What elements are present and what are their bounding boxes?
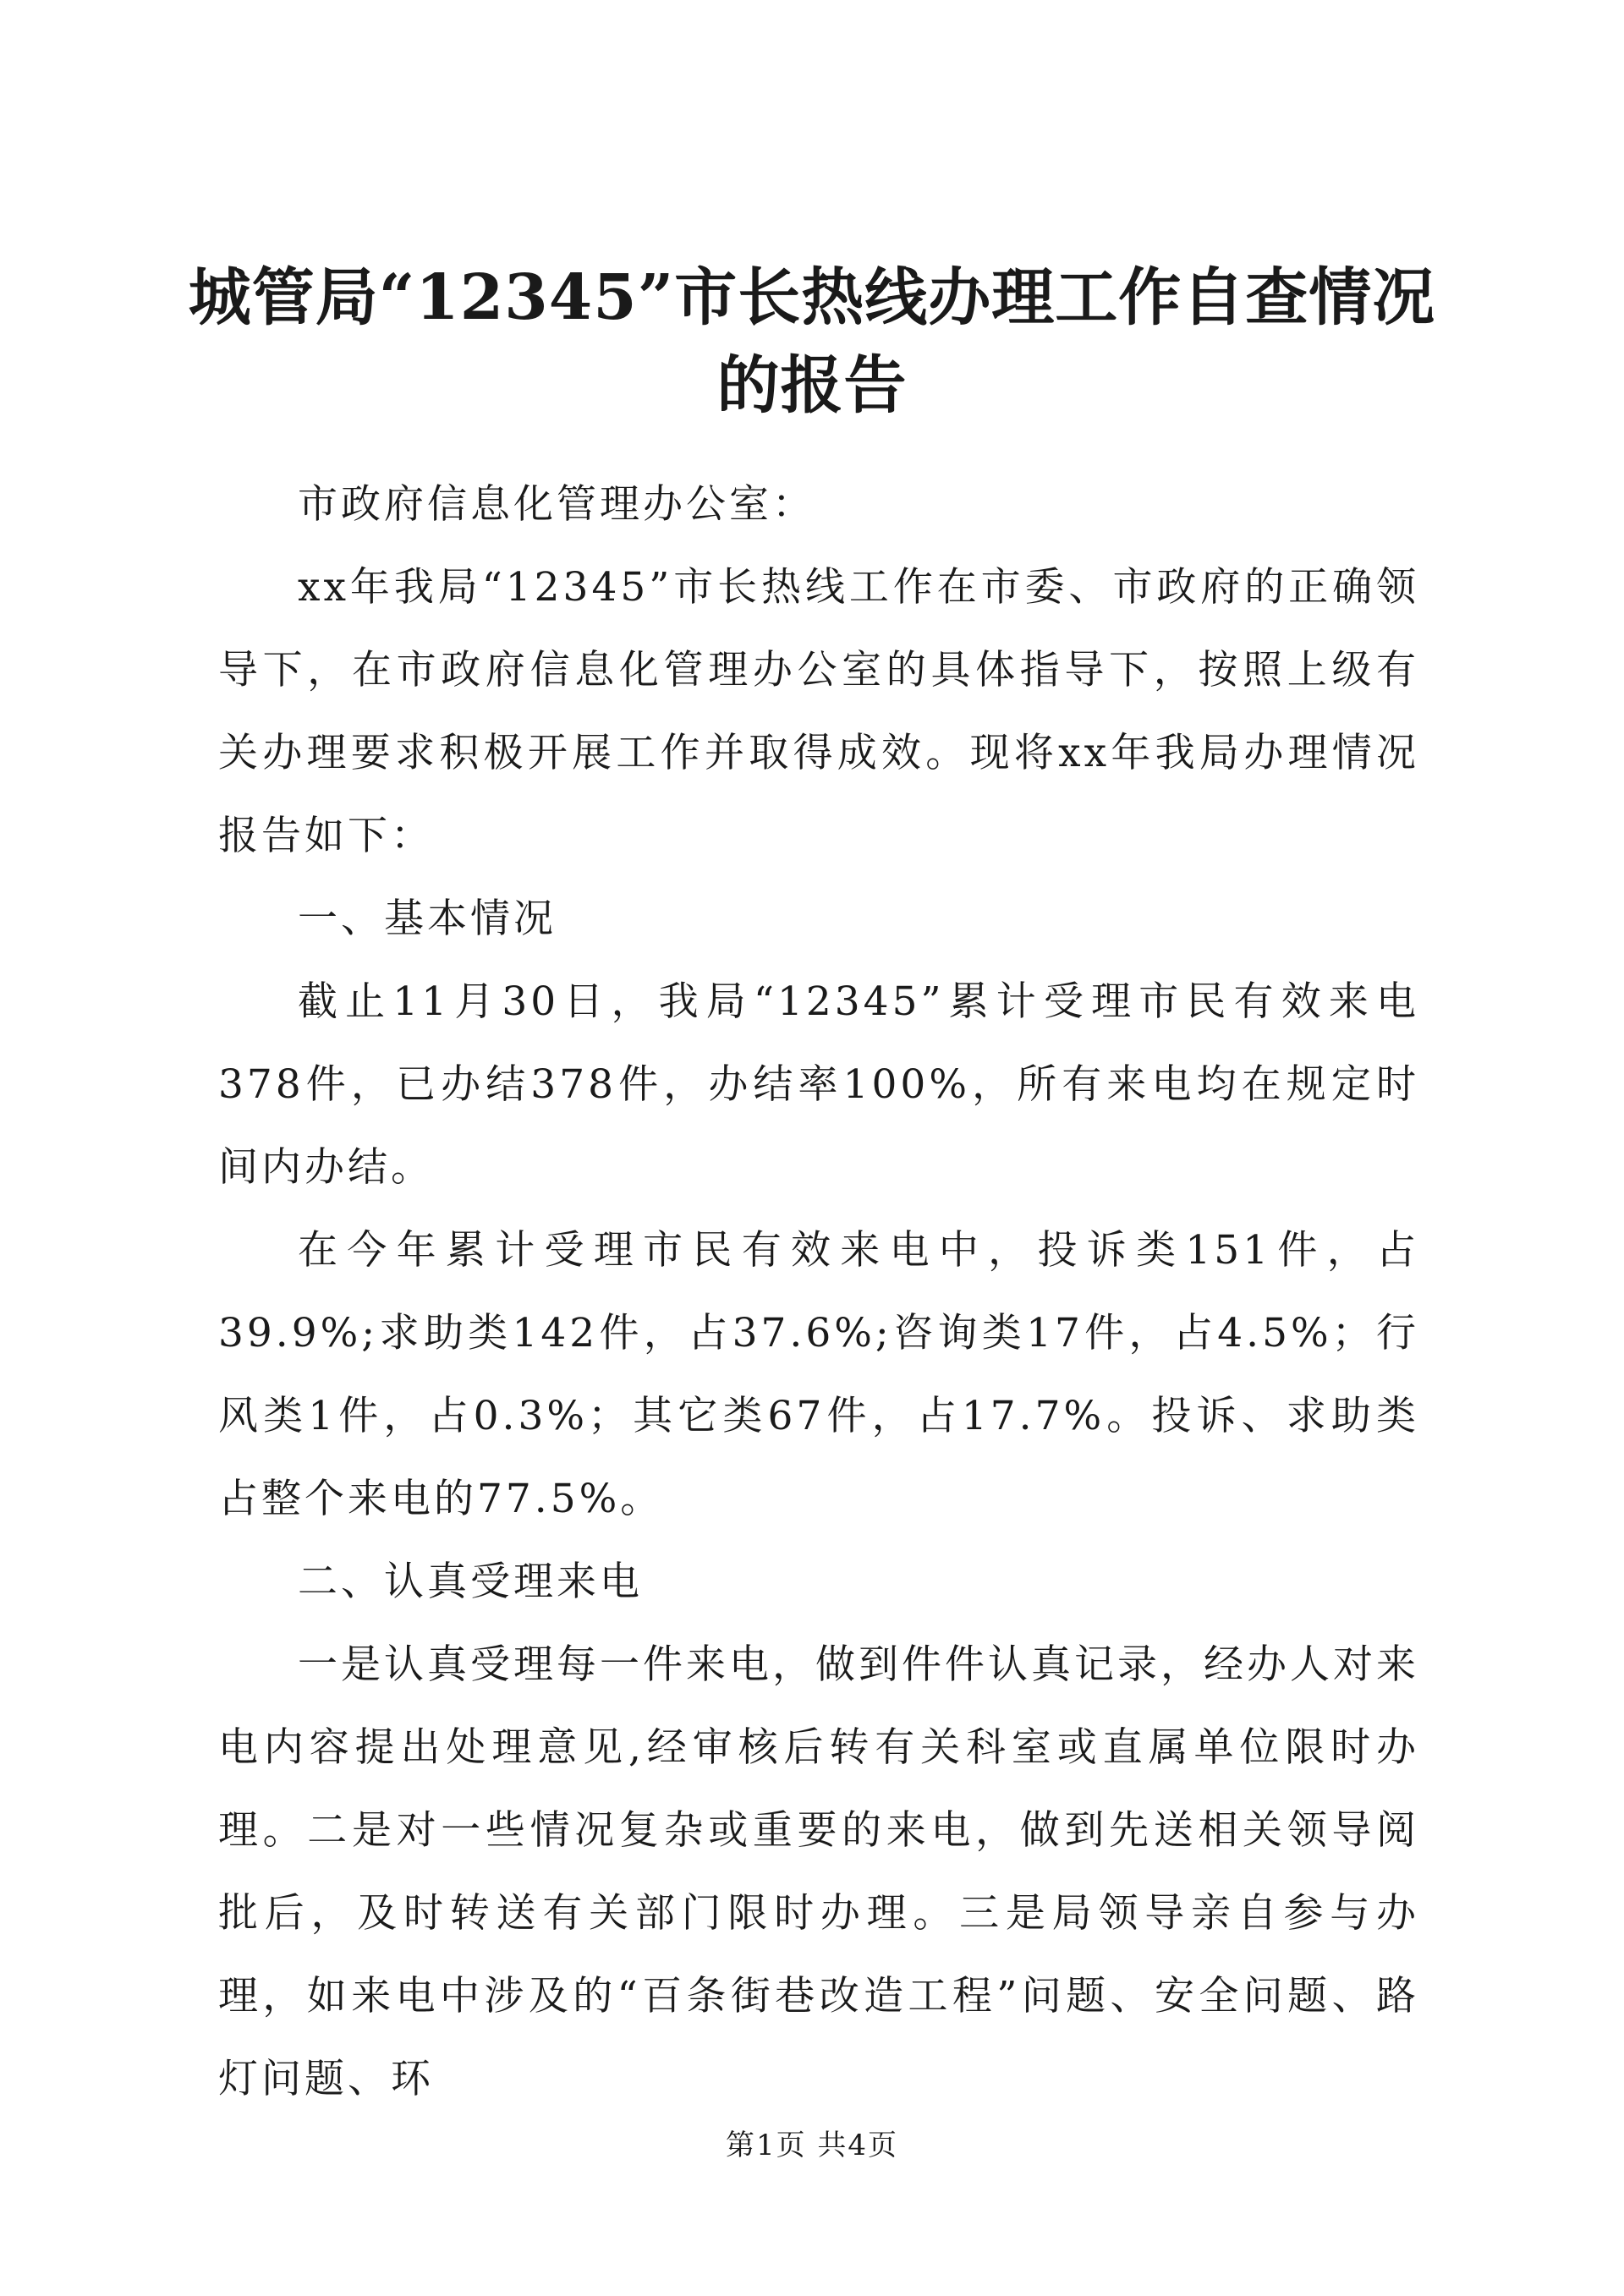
section-heading-2: 二、认真受理来电 [298,1559,643,1605]
title-line-2: 的报告 [716,349,908,422]
paragraph-handling: 一是认真受理每一件来电，做到件件认真记录，经办人对来电内容提出处理意见,经审核后转有关科室或直属单位限时办理。二是对一些情况复杂或重要的来电，做到先送相关领导阅批后，及时转送有关部门限时办理。三是局领导亲自参与办理，如来电中涉及的“百条街巷改造工程”问题、安全问题、路灯问题、环 [218,1641,1419,2102]
document-body [218,463,1419,2121]
paragraph-basic-stats: 截止11月30日，我局“12345”累计受理市民有效来电378件，已办结378件，办结率100%，所有来电均在规定时间内办结。 [218,978,1419,1191]
page-footer: 第1页 共4页 [725,2129,899,2162]
document-title [186,254,1438,430]
paragraph-intro: xx年我局“12345”市长热线工作在市委、市政府的正确领导下，在市政府信息化管理办公室的具体指导下，按照上级有关办理要求积极开展工作并取得成效。现将xx年我局办理情况报告如下： [218,564,1419,859]
paragraph-category-stats: 在今年累计受理市民有效来电中，投诉类151件，占39.9%;求助类142件，占37.6%;咨询类17件，占4.5%；行风类1件，占0.3%；其它类67件，占17.7%。投诉、求助类占整个来电的77.5%。 [218,1227,1419,1522]
salutation: 市政府信息化管理办公室： [298,481,815,528]
section-heading-1: 一、基本情况 [298,896,557,942]
title-line-1: 城管局“12345”市长热线办理工作自查情况 [188,261,1436,334]
